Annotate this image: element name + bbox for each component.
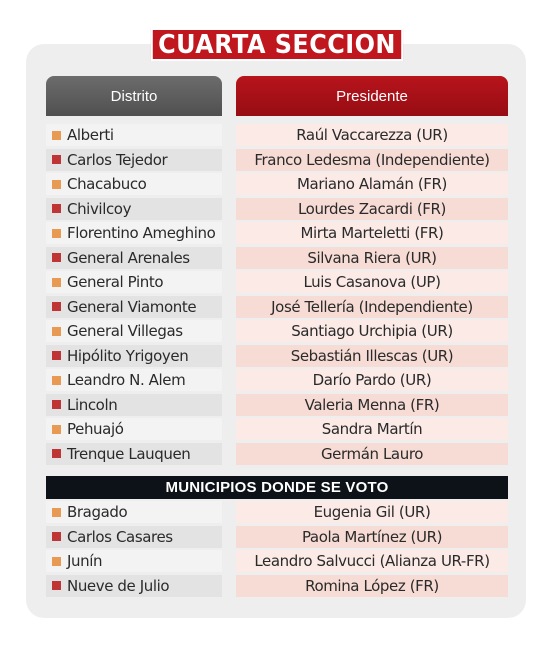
column-header-president: Presidente	[236, 76, 508, 116]
district-cell	[46, 198, 222, 220]
president-cell: Paola Martínez (UR)	[236, 526, 508, 548]
president-cell: Raúl Vaccarezza (UR)	[236, 124, 508, 146]
square-marker-icon	[52, 449, 61, 458]
president-cell: Silvana Riera (UR)	[236, 247, 508, 269]
district-cell	[46, 173, 222, 195]
table-row	[46, 270, 508, 295]
district-cell	[46, 526, 222, 548]
table-row	[46, 246, 508, 271]
square-marker-icon	[52, 581, 61, 590]
table-row	[46, 442, 508, 467]
district-cell	[46, 222, 222, 244]
table-row	[46, 525, 508, 550]
president-cell: Darío Pardo (UR)	[236, 369, 508, 391]
president-cell: Mirta Marteletti (FR)	[236, 222, 508, 244]
district-name: Junín	[67, 552, 103, 570]
district-table	[46, 123, 508, 466]
district-name: General Arenales	[67, 248, 190, 267]
president-cell: Franco Ledesma (Independiente)	[236, 149, 508, 171]
district-name: Pehuajó	[67, 420, 124, 438]
square-marker-icon	[52, 376, 61, 385]
district-name: Hipólito Yrigoyen	[67, 346, 189, 365]
president-cell: Santiago Urchipia (UR)	[236, 320, 508, 342]
square-marker-icon	[52, 204, 61, 213]
square-marker-icon	[52, 302, 61, 311]
district-name: Carlos Casares	[67, 527, 173, 546]
district-cell	[46, 345, 222, 367]
table-row	[46, 344, 508, 369]
district-name: Carlos Tejedor	[67, 150, 168, 169]
table-row	[46, 500, 508, 525]
square-marker-icon	[52, 532, 61, 541]
president-cell: Valeria Menna (FR)	[236, 394, 508, 416]
president-cell: Lourdes Zacardi (FR)	[236, 198, 508, 220]
district-cell	[46, 394, 222, 416]
square-marker-icon	[52, 508, 61, 517]
president-cell: Eugenia Gil (UR)	[236, 501, 508, 523]
table-row	[46, 574, 508, 599]
square-marker-icon	[52, 400, 61, 409]
section-heading: MUNICIPIOS DONDE SE VOTO	[46, 476, 508, 499]
square-marker-icon	[52, 327, 61, 336]
district-name: Bragado	[67, 503, 128, 521]
president-cell: Sandra Martín	[236, 418, 508, 440]
district-cell	[46, 247, 222, 269]
table-row	[46, 148, 508, 173]
page-title: CUARTA SECCION	[151, 28, 403, 61]
president-cell: José Tellería (Independiente)	[236, 296, 508, 318]
district-cell	[46, 443, 222, 465]
square-marker-icon	[52, 131, 61, 140]
president-cell: Leandro Salvucci (Alianza UR-FR)	[236, 550, 508, 572]
district-cell	[46, 501, 222, 523]
president-cell: Luis Casanova (UP)	[236, 271, 508, 293]
district-cell	[46, 124, 222, 146]
district-cell	[46, 418, 222, 440]
table-row	[46, 197, 508, 222]
district-name: General Villegas	[67, 322, 183, 340]
district-name: Chivilcoy	[67, 199, 132, 218]
district-name: Alberti	[67, 126, 114, 144]
table-row	[46, 221, 508, 246]
table-row	[46, 368, 508, 393]
district-name: Trenque Lauquen	[67, 444, 191, 463]
district-name: Florentino Ameghino	[67, 224, 216, 242]
district-name: General Viamonte	[67, 297, 197, 316]
square-marker-icon	[52, 351, 61, 360]
district-cell	[46, 550, 222, 572]
voted-municipalities-table	[46, 500, 508, 598]
district-name: Chacabuco	[67, 175, 147, 193]
square-marker-icon	[52, 557, 61, 566]
district-name: Leandro N. Alem	[67, 371, 186, 389]
district-cell	[46, 149, 222, 171]
district-cell	[46, 320, 222, 342]
table-row	[46, 319, 508, 344]
president-cell: Germán Lauro	[236, 443, 508, 465]
district-cell	[46, 369, 222, 391]
district-cell	[46, 296, 222, 318]
president-cell: Mariano Alamán (FR)	[236, 173, 508, 195]
table-row	[46, 123, 508, 148]
table-row	[46, 393, 508, 418]
square-marker-icon	[52, 253, 61, 262]
table-row	[46, 549, 508, 574]
district-name: General Pinto	[67, 273, 164, 291]
table-row	[46, 172, 508, 197]
square-marker-icon	[52, 229, 61, 238]
column-header-district: Distrito	[46, 76, 222, 116]
square-marker-icon	[52, 155, 61, 164]
district-cell	[46, 575, 222, 597]
square-marker-icon	[52, 180, 61, 189]
district-name: Lincoln	[67, 395, 118, 414]
table-row	[46, 295, 508, 320]
district-name: Nueve de Julio	[67, 576, 170, 595]
district-cell	[46, 271, 222, 293]
square-marker-icon	[52, 278, 61, 287]
square-marker-icon	[52, 425, 61, 434]
president-cell: Sebastián Illescas (UR)	[236, 345, 508, 367]
president-cell: Romina López (FR)	[236, 575, 508, 597]
table-row	[46, 417, 508, 442]
